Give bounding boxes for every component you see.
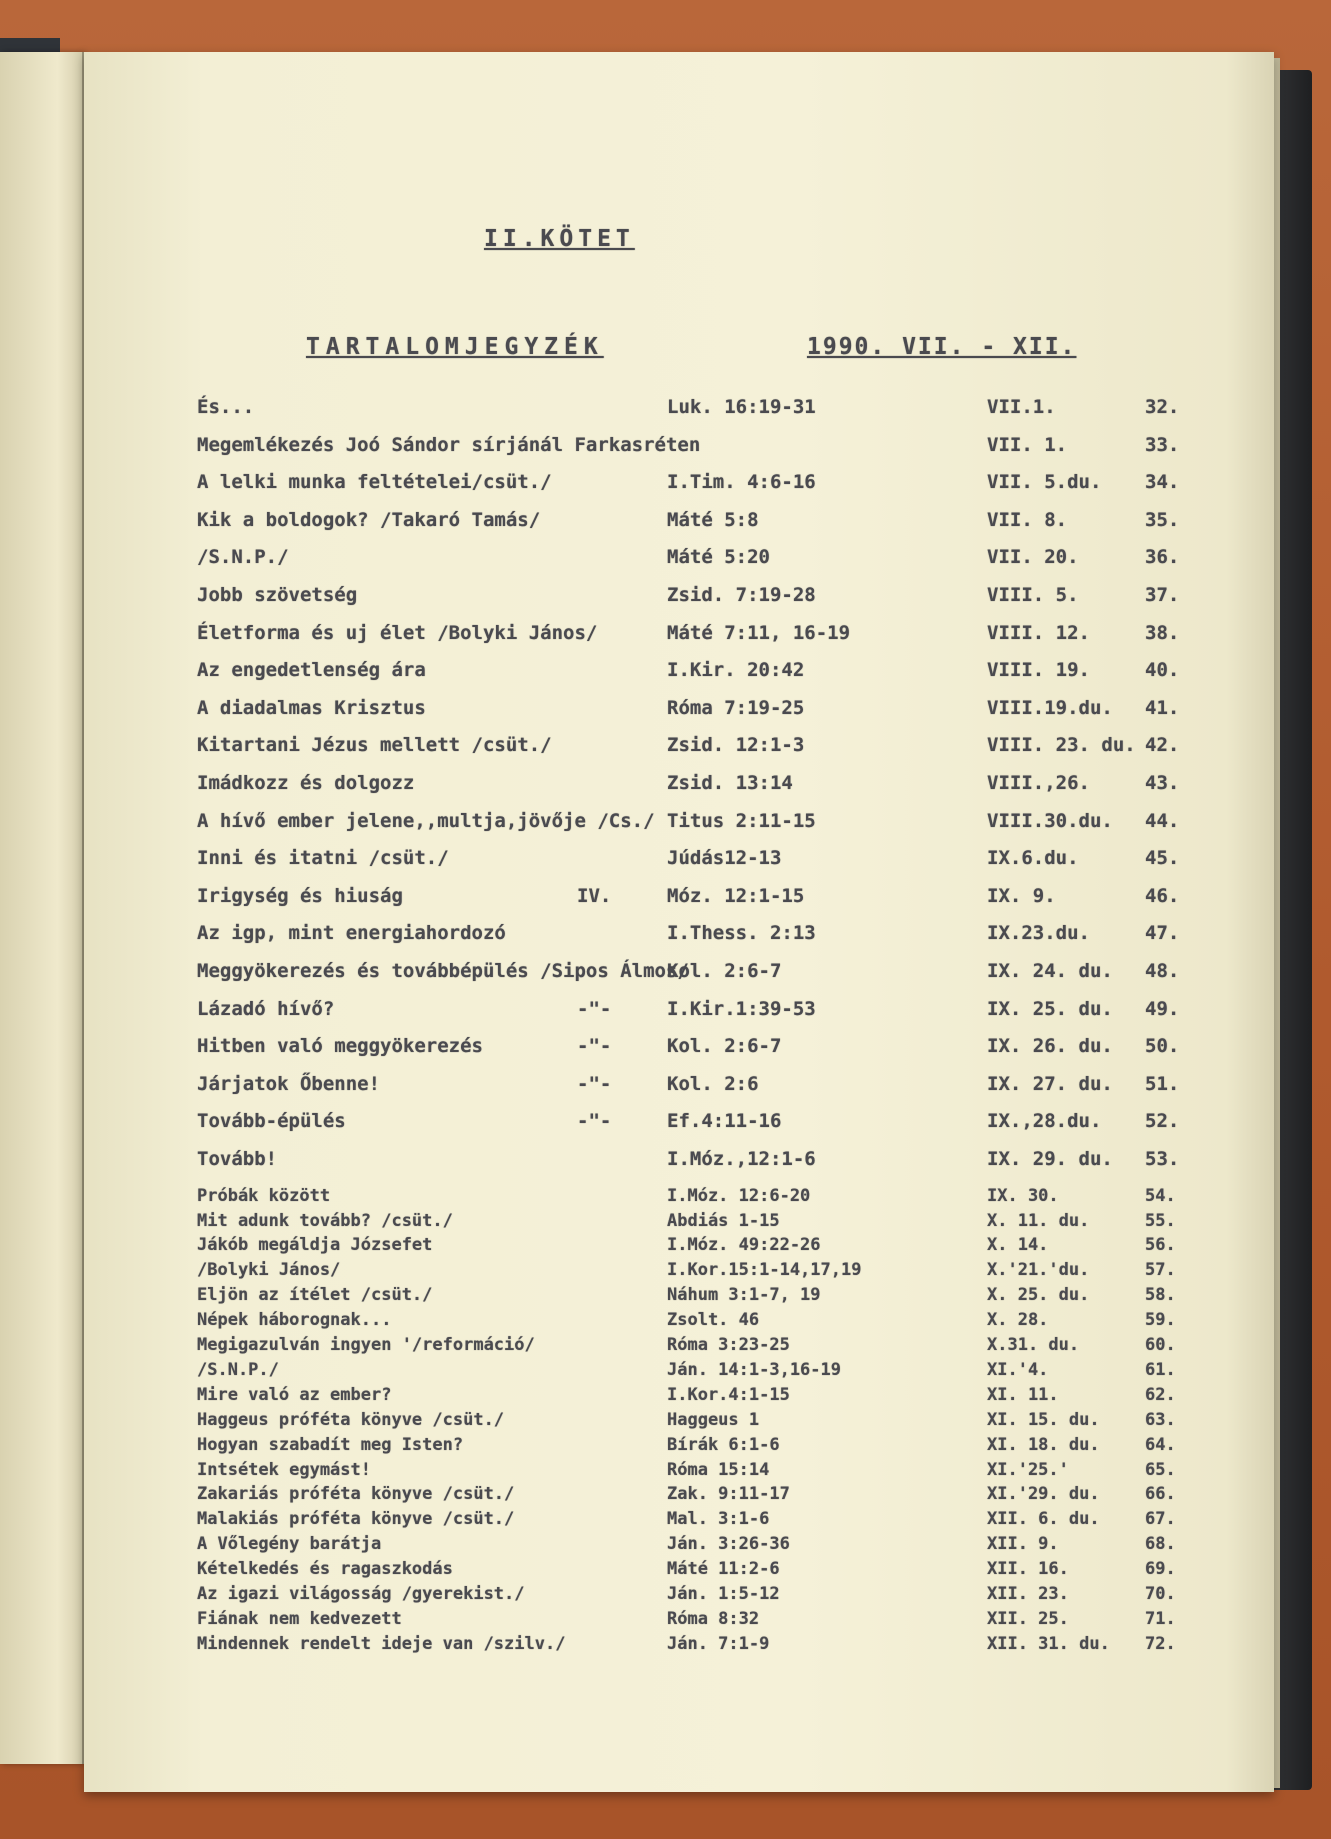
entry-ref: Bírák 6:1-6 (667, 1434, 780, 1455)
entry-ref: Zsid. 12:1-3 (667, 734, 805, 757)
entry-ref: Máté 5:20 (667, 546, 770, 569)
entry-ref: Róma 3:23-25 (667, 1335, 790, 1355)
entry-ref: Máté 11:2-6 (667, 1559, 780, 1580)
entry-date: VIII.19.du. (987, 696, 1113, 719)
entry-ref: Móz. 12:1-15 (667, 884, 805, 907)
entry-date: XI. 11. (987, 1384, 1059, 1405)
entry-ref: Ef.4:11-16 (667, 1110, 782, 1133)
entry-page: 70. (1145, 1584, 1176, 1604)
entry-page: 41. (1145, 696, 1180, 719)
toc-entry (197, 697, 1197, 727)
toc-entry (197, 1110, 1197, 1140)
entry-ref: I.Kir.1:39-53 (667, 997, 816, 1020)
toc-entry (197, 922, 1197, 952)
entry-title: /Bolyki János/ (197, 1260, 341, 1281)
entry-title: Az engedetlenség ára (197, 659, 426, 682)
entry-page: 55. (1145, 1210, 1176, 1231)
entry-ref: Luk. 16:19-31 (667, 396, 816, 418)
entry-page: 64. (1145, 1434, 1176, 1455)
entry-title: Jákób megáldja Józsefet (197, 1235, 433, 1256)
entry-ref: Ján. 7:1-9 (667, 1633, 770, 1654)
entry-ref: I.Kor.15:1-14,17,19 (667, 1260, 862, 1281)
entry-title: Mindennek rendelt ideje van /szilv./ (197, 1633, 566, 1654)
entry-page: 45. (1145, 847, 1180, 870)
entry-ref: Kol. 2:6-7 (667, 960, 782, 982)
entry-mark: -"- (577, 1035, 612, 1058)
entry-date: VIII. 5. (987, 584, 1079, 606)
toc-entry (197, 1035, 1197, 1065)
entry-title: Eljön az ítélet /csüt./ (197, 1285, 433, 1306)
entry-title: És... (197, 396, 255, 418)
entry-date: IX.6.du. (987, 847, 1079, 870)
entry-date: VII. 20. (987, 546, 1079, 569)
entry-title: Zakariás próféta könyve /csüt./ (197, 1484, 515, 1505)
entry-ref: Ján. 3:26-36 (667, 1534, 790, 1555)
entry-date: IX.23.du. (987, 922, 1090, 945)
entry-title: Megigazulván ingyen '/reformáció/ (197, 1335, 535, 1355)
entry-ref: I.Móz. 49:22-26 (667, 1235, 821, 1256)
entry-title: Kitartani Jézus mellett /csüt./ (197, 734, 552, 757)
entry-ref: I.Kir. 20:42 (667, 659, 805, 682)
entry-page: 57. (1145, 1260, 1176, 1281)
entry-ref: Haggeus 1 (667, 1409, 760, 1430)
entry-title: Az igp, mint energiahordozó (197, 922, 506, 945)
entry-title: /S.N.P./ (197, 1359, 279, 1380)
entry-page: 34. (1145, 471, 1180, 494)
entry-title: A lelki munka feltételei/csüt./ (197, 471, 552, 494)
entry-date: XI.'4. (987, 1359, 1049, 1380)
entry-ref: Róma 7:19-25 (667, 696, 805, 719)
toc-heading: TARTALOMJEGYZÉK (306, 334, 604, 360)
entry-page: 59. (1145, 1310, 1176, 1331)
entry-title: Inni és itatni /csüt./ (197, 847, 449, 870)
entry-mark: -"- (577, 1110, 612, 1133)
entry-page: 65. (1145, 1459, 1176, 1480)
entry-date: XII. 23. (987, 1584, 1069, 1604)
entry-title: Fiának nem kedvezett (197, 1608, 402, 1629)
entry-page: 33. (1145, 433, 1180, 456)
entry-page: 72. (1145, 1633, 1176, 1654)
entry-title: Tovább-épülés (197, 1110, 346, 1133)
toc-entry (197, 659, 1197, 689)
entry-date: IX. 30. (987, 1185, 1059, 1206)
toc-entry (197, 434, 1197, 464)
entry-page: 50. (1145, 1035, 1180, 1058)
entry-ref: I.Tim. 4:6-16 (667, 471, 816, 494)
entry-title: Megemlékezés Joó Sándor sírjánál Farkasréten (197, 433, 701, 456)
toc-entry (197, 772, 1197, 802)
entry-mark: -"- (577, 1072, 612, 1095)
entry-page: 46. (1145, 884, 1180, 907)
entry-title: Hitben való meggyökerezés (197, 1035, 483, 1058)
entry-page: 48. (1145, 960, 1180, 982)
toc-entry (197, 885, 1197, 915)
entry-page: 67. (1145, 1509, 1176, 1530)
entry-title: /S.N.P./ (197, 546, 289, 569)
entry-ref: Kol. 2:6-7 (667, 1035, 782, 1058)
entry-ref: Titus 2:11-15 (667, 809, 816, 832)
entry-page: 42. (1145, 734, 1180, 757)
entry-ref: Zsolt. 46 (667, 1310, 760, 1331)
entry-title: Kik a boldogok? /Takaró Tamás/ (197, 508, 541, 531)
entry-ref: Zsid. 7:19-28 (667, 584, 816, 606)
entry-date: VIII. 23. du. (987, 734, 1136, 757)
entry-ref: Ján. 14:1-3,16-19 (667, 1359, 841, 1380)
entry-page: 52. (1145, 1110, 1180, 1133)
entry-page: 62. (1145, 1384, 1176, 1405)
entry-page: 63. (1145, 1409, 1176, 1430)
entry-page: 61. (1145, 1359, 1176, 1380)
entry-page: 69. (1145, 1559, 1176, 1580)
entry-ref: Máté 5:8 (667, 508, 759, 531)
entry-title: Mire való az ember? (197, 1384, 392, 1405)
entry-title: Mit adunk tovább? /csüt./ (197, 1210, 453, 1231)
entry-title: Tovább! (197, 1148, 278, 1170)
entry-page: 36. (1145, 546, 1180, 569)
toc-entry (197, 810, 1197, 840)
toc-entry (197, 396, 1197, 426)
entry-date: XII. 16. (987, 1559, 1069, 1580)
entry-title: Hogyan szabadít meg Isten? (197, 1434, 464, 1455)
entry-ref: Kol. 2:6 (667, 1072, 759, 1095)
entry-page: 54. (1145, 1185, 1176, 1206)
entry-title: Intsétek egymást! (197, 1459, 371, 1480)
entry-date: X. 14. (987, 1235, 1049, 1256)
entry-date: X. 11. du. (987, 1210, 1090, 1231)
entry-page: 68. (1145, 1534, 1176, 1555)
entry-title: A diadalmas Krisztus (197, 696, 426, 719)
volume-title: II.KÖTET (484, 226, 635, 252)
entry-date: VII. 1. (987, 433, 1068, 456)
entry-ref: I.Móz. 12:6-20 (667, 1185, 811, 1206)
entry-date: VII. 8. (987, 508, 1068, 531)
entry-date: VII.1. (987, 396, 1056, 418)
entry-title: Próbák között (197, 1185, 331, 1206)
entry-ref: Róma 8:32 (667, 1608, 760, 1629)
entry-date: IX.,28.du. (987, 1110, 1102, 1133)
entry-title: Népek háborognak... (197, 1310, 392, 1331)
entry-title: Jobb szövetség (197, 584, 358, 606)
entry-ref: Zsid. 13:14 (667, 772, 793, 794)
entry-date: XI.'29. du. (987, 1484, 1100, 1505)
entry-date: IX. 26. du. (987, 1035, 1113, 1058)
entry-page: 71. (1145, 1608, 1176, 1629)
entry-date: IX. 24. du. (987, 960, 1113, 982)
entry-title: Irigység és hiuság (197, 884, 403, 907)
entry-ref: Ján. 1:5-12 (667, 1584, 780, 1604)
entry-date: XII. 31. du. (987, 1633, 1110, 1654)
entry-page: 53. (1145, 1148, 1180, 1170)
toc-entry (197, 546, 1197, 576)
entry-date: VIII.,26. (987, 772, 1090, 794)
entry-date: VIII. 19. (987, 659, 1090, 682)
entry-title: Meggyökerezés és továbbépülés /Sipos Álmos/ (197, 960, 689, 982)
entry-page: 60. (1145, 1335, 1176, 1355)
entry-date: IX. 9. (987, 884, 1056, 907)
entry-title: A Vőlegény barátja (197, 1534, 382, 1555)
entry-ref: Júdás12-13 (667, 847, 782, 870)
entry-date: XII. 6. du. (987, 1509, 1100, 1530)
entry-date: X. 28. (987, 1310, 1049, 1331)
toc-entry (197, 960, 1197, 990)
entry-title: Kételkedés és ragaszkodás (197, 1559, 453, 1580)
entry-ref: Abdiás 1-15 (667, 1210, 780, 1231)
entry-date: X.'21.'du. (987, 1260, 1090, 1281)
entry-date: XII. 9. (987, 1534, 1059, 1555)
entry-date: XI. 18. du. (987, 1434, 1100, 1455)
entry-page: 38. (1145, 621, 1180, 644)
entry-ref: I.Móz.,12:1-6 (667, 1148, 816, 1170)
entry-ref: Róma 15:14 (667, 1459, 770, 1480)
entry-date: VII. 5.du. (987, 471, 1102, 494)
entry-page: 47. (1145, 922, 1180, 945)
entry-ref: Zak. 9:11-17 (667, 1484, 790, 1505)
entry-page: 51. (1145, 1072, 1180, 1095)
entry-date: IX. 25. du. (987, 997, 1113, 1020)
entry-mark: IV. (577, 884, 612, 907)
toc-entry (197, 1634, 1197, 1664)
entry-date: IX. 29. du. (987, 1148, 1113, 1170)
entry-ref: Máté 7:11, 16-19 (667, 621, 851, 644)
entry-title: Járjatok Őbenne! (197, 1072, 381, 1095)
entry-ref: I.Thess. 2:13 (667, 922, 816, 945)
entry-title: Malakiás próféta könyve /csüt./ (197, 1509, 515, 1530)
entry-page: 37. (1145, 584, 1180, 606)
entry-title: Haggeus próféta könyve /csüt./ (197, 1409, 505, 1430)
entry-page: 32. (1145, 396, 1180, 418)
entry-page: 44. (1145, 809, 1180, 832)
entry-title: Az igazi világosság /gyerekist./ (197, 1584, 525, 1604)
entry-title: Lázadó hívő? (197, 997, 335, 1020)
toc-entry (197, 1073, 1197, 1103)
entry-ref: Náhum 3:1-7, 19 (667, 1285, 821, 1306)
entry-date: X.31. du. (987, 1335, 1080, 1355)
toc-entry (197, 734, 1197, 764)
toc-entry (197, 998, 1197, 1028)
toc-entry (197, 622, 1197, 652)
entry-title: Életforma és uj élet /Bolyki János/ (197, 621, 598, 644)
entry-mark: -"- (577, 997, 612, 1020)
toc-entry (197, 1148, 1197, 1178)
table-of-contents (197, 396, 1197, 1676)
entry-page: 49. (1145, 997, 1180, 1020)
toc-entry (197, 584, 1197, 614)
entry-page: 56. (1145, 1235, 1176, 1256)
entry-ref: Mal. 3:1-6 (667, 1509, 770, 1530)
entry-date: XII. 25. (987, 1608, 1069, 1629)
entry-page: 43. (1145, 772, 1180, 794)
left-page-edge (0, 52, 84, 1764)
entry-page: 58. (1145, 1285, 1176, 1306)
entry-page: 35. (1145, 508, 1180, 531)
toc-entry (197, 509, 1197, 539)
toc-entry (197, 847, 1197, 877)
entry-date: VIII.30.du. (987, 809, 1113, 832)
entry-page: 66. (1145, 1484, 1176, 1505)
period-label: 1990. VII. - XII. (807, 334, 1077, 360)
entry-date: XI.'25.' (987, 1459, 1069, 1480)
toc-entry (197, 471, 1197, 501)
entry-page: 40. (1145, 659, 1180, 682)
entry-date: IX. 27. du. (987, 1072, 1113, 1095)
entry-ref: I.Kor.4:1-15 (667, 1384, 790, 1405)
entry-date: XI. 15. du. (987, 1409, 1100, 1430)
entry-date: X. 25. du. (987, 1285, 1090, 1306)
entry-date: VIII. 12. (987, 621, 1090, 644)
entry-title: Imádkozz és dolgozz (197, 772, 415, 794)
entry-title: A hívő ember jelene,,multja,jövője /Cs./ (197, 809, 655, 832)
